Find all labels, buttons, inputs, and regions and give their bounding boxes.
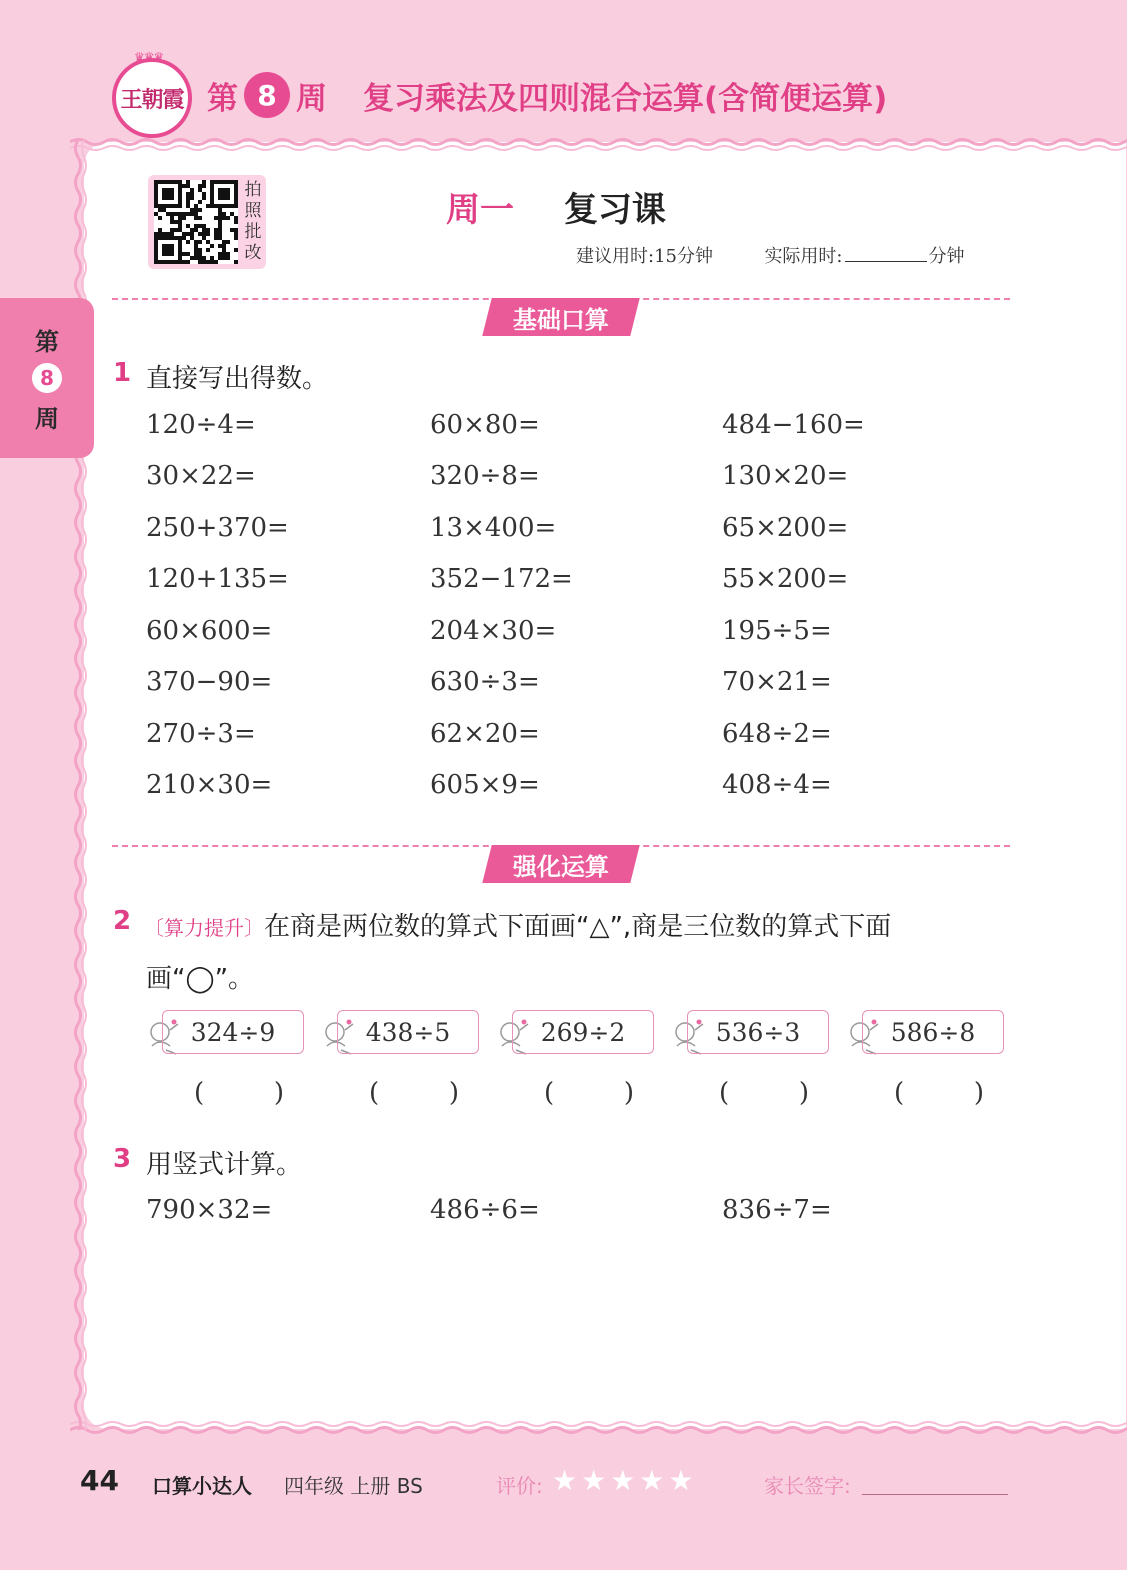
question-number: 3: [113, 1144, 132, 1174]
qr-label-char: 改: [244, 243, 262, 263]
answer-parentheses[interactable]: [544, 1078, 634, 1108]
book-grade: 四年级 上册 BS: [284, 1474, 423, 1498]
question-text: [144, 906, 891, 943]
answer-parentheses[interactable]: [369, 1078, 459, 1108]
calc-expression: 70×21=: [722, 667, 832, 697]
calc-expression: 55×200=: [722, 564, 849, 594]
paren-open: (: [894, 1078, 905, 1108]
calc-expression: 65×200=: [722, 513, 849, 543]
week-number-badge: 8: [244, 72, 290, 118]
time-line: [576, 242, 965, 268]
answer-parentheses[interactable]: [719, 1078, 809, 1108]
calc-expression: 204×30=: [430, 616, 557, 646]
calc-expression: 130×20=: [722, 461, 849, 491]
qr-grading-box[interactable]: [148, 175, 266, 269]
actual-time-unit: 分钟: [928, 246, 965, 267]
paren-close: ): [798, 1078, 809, 1108]
page-header-title: [207, 70, 887, 120]
division-item: 269÷2: [512, 1010, 654, 1054]
lesson-name: 复习课: [563, 190, 666, 230]
actual-time-blank[interactable]: [845, 246, 927, 262]
qr-label-char: 批: [244, 222, 262, 242]
vertical-calc-expression: 790×32=: [146, 1195, 273, 1225]
suggested-time: 建议用时:15分钟: [576, 246, 713, 267]
paren-open: (: [369, 1078, 380, 1108]
calc-expression: 630÷3=: [430, 667, 540, 697]
calc-expression: 195÷5=: [722, 616, 832, 646]
book-title: 口算小达人: [152, 1474, 252, 1498]
unit-subject: 复习乘法及四则混合运算(含简便运算): [363, 80, 888, 117]
question-text: 直接写出得数。: [146, 364, 329, 394]
lesson-title: [446, 182, 666, 231]
calc-expression: 484−160=: [722, 410, 865, 440]
paren-open: (: [194, 1078, 205, 1108]
answer-parentheses[interactable]: [894, 1078, 984, 1108]
division-item: 324÷9: [162, 1010, 304, 1054]
question-text: 用竖式计算。: [146, 1150, 303, 1180]
calc-expression: 62×20=: [430, 719, 540, 749]
question-number: 1: [113, 358, 132, 388]
paren-close: ): [273, 1078, 284, 1108]
section-badge-label: 强化运算: [513, 852, 609, 881]
page-number: 44: [80, 1464, 119, 1497]
wave-border-bottom: [70, 1418, 1127, 1444]
calc-expression: 60×80=: [430, 410, 540, 440]
question-text-line1: 在商是两位数的算式下面画“△”,商是三位数的算式下面: [264, 912, 892, 942]
qr-code-icon[interactable]: [154, 180, 238, 264]
calc-expression: 370−90=: [146, 667, 273, 697]
calc-expression: 270÷3=: [146, 719, 256, 749]
calc-expression: 648÷2=: [722, 719, 832, 749]
qr-label: [244, 180, 262, 264]
week-suffix: 周: [296, 80, 327, 117]
rating-label: 评价:: [496, 1474, 543, 1498]
crown-icon: ♛♛♛: [134, 50, 164, 64]
paren-open: (: [719, 1078, 730, 1108]
week-prefix: 第: [207, 80, 238, 117]
parent-sign-line[interactable]: [862, 1494, 1008, 1495]
vertical-calc-expression: 486÷6=: [430, 1195, 540, 1225]
parent-sign-label: 家长签字:: [764, 1474, 851, 1498]
calc-expression: 13×400=: [430, 513, 557, 543]
section-badge-strengthen: [482, 845, 639, 883]
division-item: 586÷8: [862, 1010, 1004, 1054]
calc-expression: 605×9=: [430, 770, 540, 800]
division-item: 536÷3: [687, 1010, 829, 1054]
question-text-line2: 画“◯”。: [146, 964, 255, 994]
paren-close: ): [973, 1078, 984, 1108]
qr-label-char: 照: [244, 201, 262, 221]
calc-expression: 120+135=: [146, 564, 289, 594]
lesson-day: 周一: [446, 190, 514, 230]
side-tab-number: 8: [32, 363, 62, 393]
question-number: 2: [113, 906, 132, 936]
week-side-tab: [0, 298, 94, 458]
calc-expression: 30×22=: [146, 461, 256, 491]
question-tag: 〔算力提升〕: [144, 916, 264, 940]
calc-expression: 120÷4=: [146, 410, 256, 440]
qr-label-char: 拍: [244, 180, 262, 200]
paren-close: ): [448, 1078, 459, 1108]
section-badge-label: 基础口算: [513, 305, 609, 334]
calc-expression: 320÷8=: [430, 461, 540, 491]
answer-parentheses[interactable]: [194, 1078, 284, 1108]
side-tab-suffix: 周: [35, 405, 59, 433]
calc-expression: 250+370=: [146, 513, 289, 543]
rating-stars[interactable]: ★★★★★: [552, 1464, 698, 1497]
division-item: 438÷5: [337, 1010, 479, 1054]
actual-time-label: 实际用时:: [764, 246, 843, 267]
vertical-calc-expression: 836÷7=: [722, 1195, 832, 1225]
logo-text: 王朝霞: [120, 86, 184, 113]
brand-logo: [112, 50, 192, 138]
paren-open: (: [544, 1078, 555, 1108]
side-tab-prefix: 第: [35, 328, 59, 356]
calc-expression: 60×600=: [146, 616, 273, 646]
wave-border-top: [70, 128, 1127, 154]
calc-expression: 210×30=: [146, 770, 273, 800]
calc-expression: 352−172=: [430, 564, 573, 594]
section-badge-basic: [482, 298, 639, 336]
paren-close: ): [623, 1078, 634, 1108]
calc-expression: 408÷4=: [722, 770, 832, 800]
